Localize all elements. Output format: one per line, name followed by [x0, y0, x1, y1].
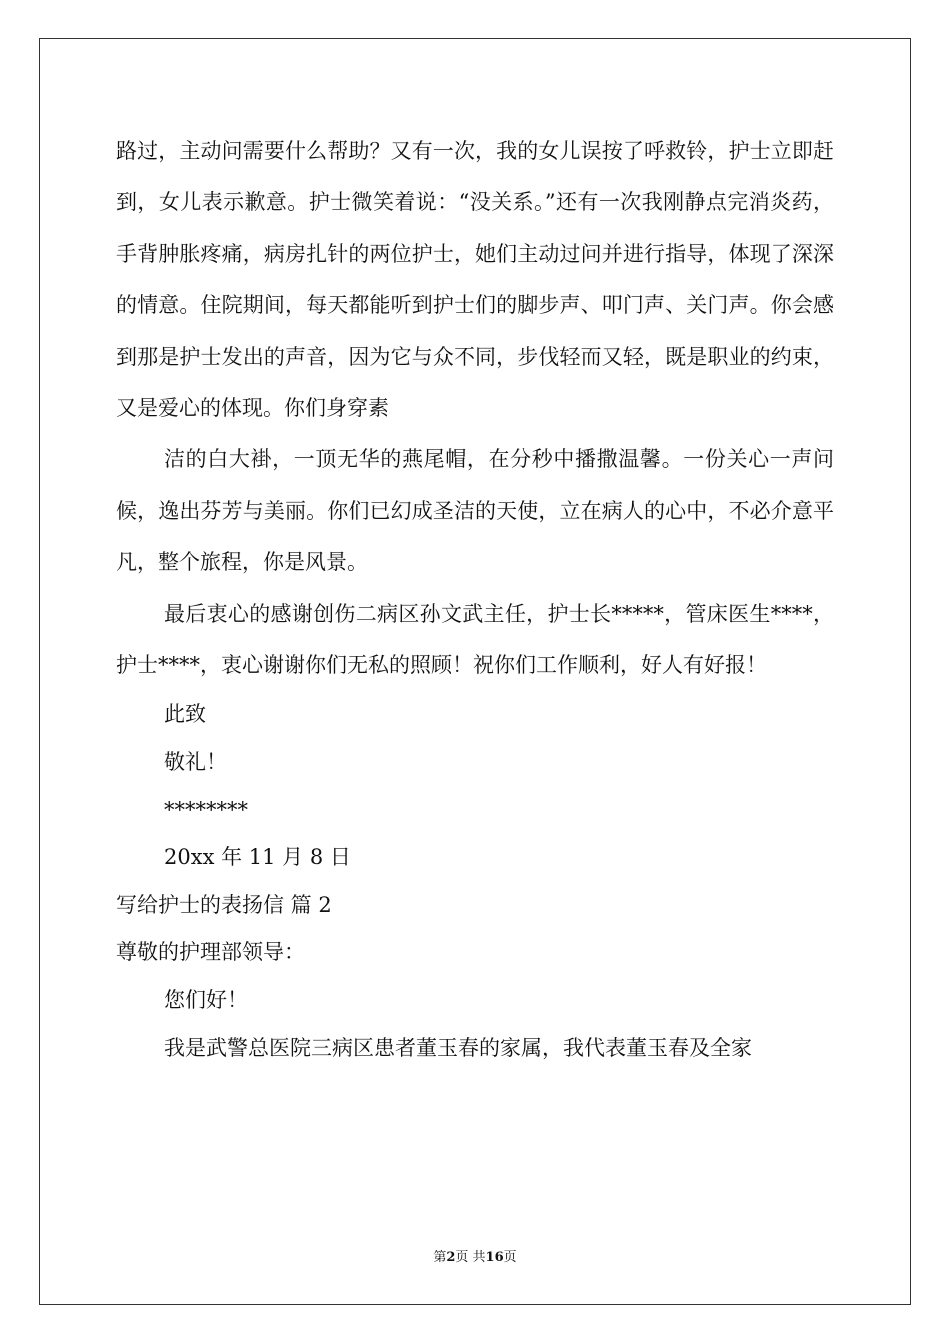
document-body — [116, 126, 834, 1072]
page-current: 2 — [446, 1250, 456, 1265]
salutation: 尊敬的护理部领导： — [116, 940, 305, 965]
closing-line-2: 敬礼！ — [164, 750, 227, 775]
paragraph-2: 洁的白大褂，一顶无华的燕尾帽，在分秒中播撒温馨。一份关心一声问候，逸出芬芳与美丽。你们已幻成圣洁的天使，立在病人的心中，不必介意平凡，整个旅程，你是风景。 — [116, 447, 834, 575]
page-footer — [0, 1246, 950, 1265]
page-total: 16 — [485, 1250, 504, 1265]
section-title: 写给护士的表扬信 篇 2 — [116, 892, 332, 917]
closing-line-1: 此致 — [164, 702, 206, 727]
page-mid: 页 共 — [455, 1250, 486, 1265]
signature: ******** — [164, 797, 248, 822]
page-suffix: 页 — [503, 1250, 517, 1265]
paragraph-3: 最后衷心的感谢创伤二病区孙文武主任，护士长*****，管床医生****，护士****，衷心谢谢你们无私的照顾！祝你们工作顺利，好人有好报！ — [116, 601, 834, 678]
paragraph-1: 路过，主动问需要什么帮助？又有一次，我的女儿误按了呼救铃，护士立即赶到，女儿表示歉意。护士微笑着说：“没关系。”还有一次我刚静点完消炎药，手背肿胀疼痛，病房扎针的两位护士，她们主动过问并进行指导，体现了深深的情意。住院期间，每天都能听到护士们的脚步声、叩门声、关门声。你会感到那是护士发出的声音，因为它与众不同，步伐轻而又轻，既是职业的约束，又是爱心的体现。你们身穿素 — [116, 139, 834, 421]
date: 20xx 年 11 月 8 日 — [164, 845, 351, 870]
greeting: 您们好！ — [164, 988, 248, 1013]
paragraph-4: 我是武警总医院三病区患者董玉春的家属，我代表董玉春及全家 — [164, 1035, 752, 1060]
page-prefix: 第 — [433, 1250, 447, 1265]
